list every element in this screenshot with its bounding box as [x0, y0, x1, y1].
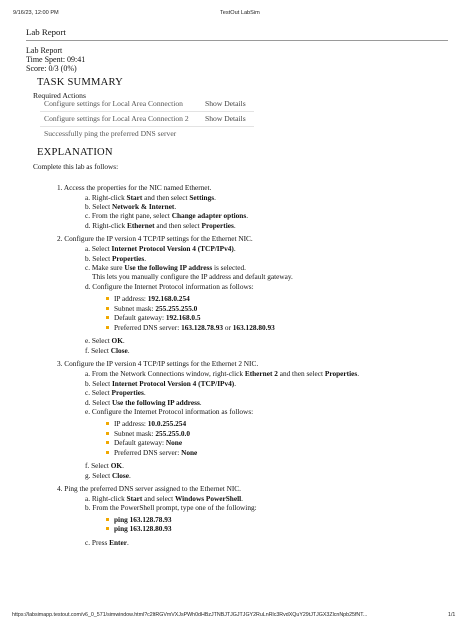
step-4c: c. Press Enter.	[85, 538, 129, 547]
preferred-dns-1: Preferred DNS server: 163.128.78.93 or 163.128.80.93	[114, 323, 275, 332]
step-4b: b. From the PowerShell prompt, type one of the following:	[85, 503, 257, 512]
bullet-icon	[106, 316, 109, 319]
step-1: 1. Access the properties for the NIC named Ethernet.	[57, 183, 212, 192]
report-heading: Lab Report	[26, 46, 63, 55]
step-1c: c. From the right pane, select Change adapter options.	[85, 211, 249, 220]
step-2d: d. Configure the Internet Protocol information as follows:	[85, 282, 254, 291]
subnet-mask-1: Subnet mask: 255.255.255.0	[114, 304, 198, 313]
bullet-icon	[106, 307, 109, 310]
step-3d: d. Select Use the following IP address.	[85, 398, 202, 407]
step-4a: a. Right-click Start and select Windows PowerShell.	[85, 494, 243, 503]
step-1b: b. Select Network & Internet.	[85, 202, 177, 211]
bullet-icon	[106, 451, 109, 454]
step-1d: d. Right-click Ethernet and then select Properties.	[85, 221, 236, 230]
preferred-dns-2: Preferred DNS server: None	[114, 448, 198, 457]
action-item-ping: Successfully ping the preferred DNS server	[44, 129, 177, 138]
row-divider	[40, 126, 254, 127]
row-divider	[40, 111, 254, 112]
step-4: 4. Ping the preferred DNS server assigned to the Ethernet NIC.	[57, 484, 241, 493]
step-3g: g. Select Close.	[85, 471, 131, 480]
print-page-title: TestOut LabSim	[220, 10, 260, 16]
score: Score: 0/3 (0%)	[26, 64, 77, 73]
bullet-icon	[106, 297, 109, 300]
print-page-number: 1/1	[448, 612, 456, 618]
step-2f: f. Select Close.	[85, 346, 130, 355]
show-details-link-lac2[interactable]: Show Details	[205, 114, 246, 123]
default-gateway-2: Default gateway: None	[114, 438, 183, 447]
step-2: 2. Configure the IP version 4 TCP/IP settings for the Ethernet NIC.	[57, 234, 253, 243]
print-date: 9/16/23, 12:00 PM	[13, 10, 59, 16]
explanation-title: EXPLANATION	[37, 147, 113, 158]
bullet-icon	[106, 518, 109, 521]
required-actions-label: Required Actions	[33, 91, 86, 100]
time-spent: Time Spent: 09:41	[26, 55, 86, 64]
step-3: 3. Configure the IP version 4 TCP/IP settings for the Ethernet 2 NIC.	[57, 359, 259, 368]
step-2c-note: This lets you manually configure the IP address and default gateway.	[92, 272, 293, 281]
step-3a: a. From the Network Connections window, right-click Ethernet 2 and then select Properties.	[85, 369, 360, 378]
bullet-icon	[106, 441, 109, 444]
step-2e: e. Select OK.	[85, 336, 125, 345]
step-2a: a. Select Internet Protocol Version 4 (TCP/IPv4).	[85, 244, 236, 253]
step-3e: e. Configure the Internet Protocol information as follows:	[85, 407, 254, 416]
action-item-lac: Configure settings for Local Area Connection	[44, 99, 183, 108]
ping-command-1: ping 163.128.78.93	[114, 515, 172, 524]
subnet-mask-2: Subnet mask: 255.255.0.0	[114, 429, 191, 438]
ip-address-1: IP address: 192.168.0.254	[114, 294, 190, 303]
bullet-icon	[106, 326, 109, 329]
step-1a: a. Right-click Start and then select Settings.	[85, 193, 216, 202]
step-3c: c. Select Properties.	[85, 388, 146, 397]
bullet-icon	[106, 527, 109, 530]
ip-address-2: IP address: 10.0.255.254	[114, 419, 187, 428]
task-summary-title: TASK SUMMARY	[37, 77, 124, 88]
tab-lab-report[interactable]: Lab Report	[26, 27, 66, 37]
explanation-intro: Complete this lab as follows:	[33, 162, 119, 171]
step-3b: b. Select Internet Protocol Version 4 (TCP/IPv4).	[85, 379, 237, 388]
step-2c: c. Make sure Use the following IP address is selected.	[85, 263, 246, 272]
default-gateway-1: Default gateway: 192.168.0.5	[114, 313, 201, 322]
step-3f: f. Select OK.	[85, 461, 124, 470]
action-item-lac2: Configure settings for Local Area Connection 2	[44, 114, 189, 123]
bullet-icon	[106, 432, 109, 435]
print-url: https://labsimapp.testout.com/v6_0_571/simwindow.html?c2ltRGVmVXJsPWh0dHBzJTNBJTJGJTJGY2RuLnRlc3RvdXQuY29tJTJGX3ZlcnNpb25fNT...	[12, 612, 368, 618]
ping-command-2: ping 163.128.80.93	[114, 524, 172, 533]
bullet-icon	[106, 422, 109, 425]
header-divider	[26, 40, 448, 41]
show-details-link-lac[interactable]: Show Details	[205, 99, 246, 108]
step-2b: b. Select Properties.	[85, 254, 147, 263]
